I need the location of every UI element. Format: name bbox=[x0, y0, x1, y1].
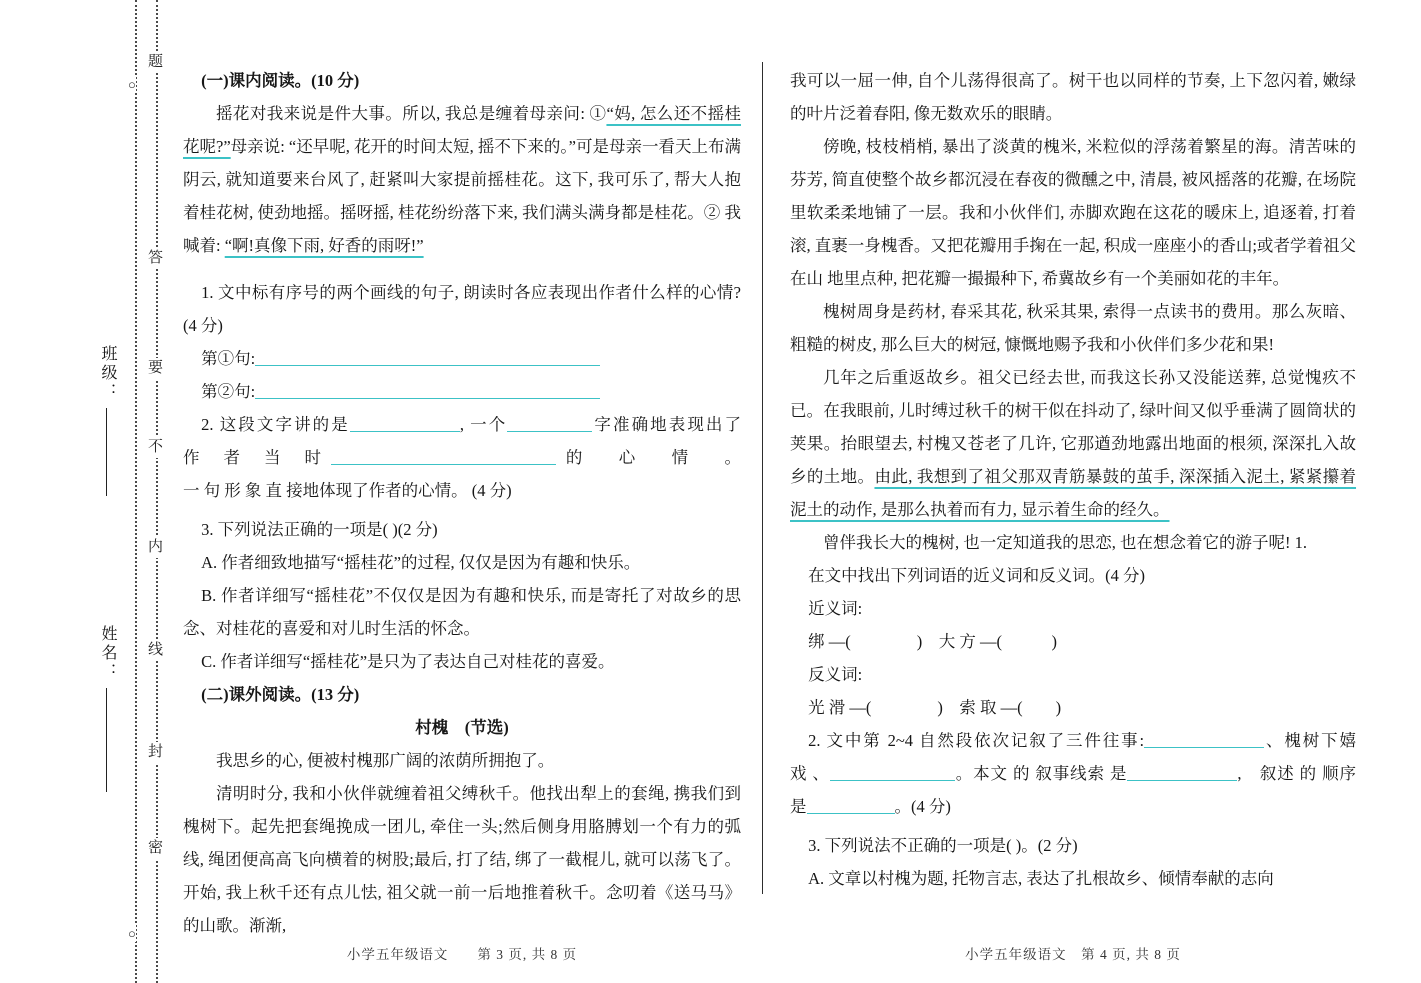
question-3: 3. 下列说法正确的一项是( )(2 分) bbox=[201, 520, 438, 539]
answer-blank bbox=[507, 416, 592, 432]
option-a: A. 文章以村槐为题, 托物言志, 表达了扎根故乡、倾情奉献的志向 bbox=[808, 869, 1274, 888]
class-label: 班级： bbox=[99, 345, 116, 402]
question-text: 、槐树下嬉 bbox=[1264, 731, 1357, 750]
essay-paragraph: 我思乡的心, 便被村槐那广阔的浓荫所拥抱了。 bbox=[216, 751, 555, 770]
class-blank-line bbox=[106, 408, 108, 496]
essay-paragraph: 清明时分, 我和小伙伴就缠着祖父缚秋千。他找出犁上的套绳, 携我们到槐树下。起先把套绳挽成一团儿, 牵住一头;然后侧身用胳膊划一个有力的弧线, 绳团便高高飞向横着的树股;最后, 打了结, 绑了一截棍儿, 就可以荡飞了。开始, 我上秋千还有点儿怯, 祖父就一前一后地推着秋千。念叨着《送马马》的山歌。渐渐, bbox=[183, 784, 741, 935]
page-footer-left: 小学五年级语文 第 3 页, 共 8 页 bbox=[346, 947, 578, 962]
answer-blank bbox=[350, 416, 460, 432]
underlined-sentence-2: “啊!真像下雨, 好香的雨呀!” bbox=[224, 236, 424, 255]
section-heading: (一)课内阅读。(10 分) bbox=[201, 71, 360, 90]
antonym-items: 光 滑 —( ) 索 取 —( ) bbox=[808, 698, 1062, 717]
answer-blank bbox=[255, 383, 600, 399]
seal-char: 答 bbox=[148, 248, 163, 269]
question-text: 2. 这段文字讲的是 bbox=[201, 415, 350, 434]
answer-label: 第①句: bbox=[201, 349, 256, 368]
question-text: , 叙述 的 顺序 bbox=[1237, 764, 1357, 783]
answer-blank bbox=[1144, 732, 1264, 748]
question-2-line-3 bbox=[790, 790, 1356, 823]
option-c: C. 作者详细写“摇桂花”是只为了表达自己对桂花的喜爱。 bbox=[201, 652, 615, 671]
underlined-sentence: 由此, 我想到了祖父那双青筋暴鼓的茧手, 深深插入泥土, 紧紧攥着泥土的动作, 是那么执着而有力, 显示着生命的经久。 bbox=[790, 467, 1357, 519]
question-text: , 一个 bbox=[459, 415, 508, 434]
section-heading: (二)课外阅读。(13 分) bbox=[201, 685, 360, 704]
question-text: 是 bbox=[790, 797, 807, 816]
question-2-line-2 bbox=[183, 441, 741, 474]
question-text: 戏 、 bbox=[790, 764, 830, 783]
question-text: 作 者 当 时 bbox=[183, 448, 331, 467]
question-text: 一 句 形 象 直 接地体现了作者的心情。 (4 分) bbox=[183, 481, 512, 500]
answer-line-1 bbox=[183, 342, 741, 375]
name-blank-line bbox=[106, 688, 108, 792]
passage-paragraph bbox=[183, 97, 741, 262]
seal-char: 封 bbox=[148, 742, 163, 763]
seal-char: 题 bbox=[148, 52, 163, 73]
passage-text: 摇花对我来说是件大事。所以, 我总是缠着母亲问: ① bbox=[216, 104, 607, 123]
seal-dotted-line-outer bbox=[135, 0, 137, 983]
passage-text: 母亲说: “还早呢, 花开的时间太短, 摇不下来的。”可是母亲一看天上布满阴云, 就知道要来台风了, 赶紧叫大家提前摇桂花。这下, 我可乐了, 帮大人抱着桂花树, 使劲地摇。摇呀摇, 桂花纷纷落下来, 我们满头满身都是桂花。② 我喊着: bbox=[183, 137, 741, 255]
essay-paragraph: 曾伴我长大的槐树, 也一定知道我的思恋, 也在想念着它的游子呢! 1. bbox=[823, 533, 1307, 552]
page-3 bbox=[183, 64, 741, 942]
question-text: 2. 文中第 2~4 自然段依次记叙了三件往事: bbox=[808, 731, 1145, 750]
question-text: 的 心 情 。 bbox=[555, 448, 741, 467]
page-4 bbox=[790, 64, 1356, 895]
class-field bbox=[96, 345, 119, 496]
answer-blank bbox=[1127, 765, 1237, 781]
seal-char: 线 bbox=[148, 640, 163, 661]
option-b: B. 作者详细写“摇桂花”不仅仅是因为有趣和快乐, 而是寄托了对故乡的思念、对桂花的喜爱和对儿时生活的怀念。 bbox=[183, 586, 741, 638]
question-2-line-1 bbox=[183, 408, 741, 441]
seal-char: 不 bbox=[148, 437, 163, 458]
essay-paragraph bbox=[790, 361, 1356, 526]
seal-circle-bottom: ○ bbox=[128, 926, 136, 941]
question-1: 在文中找出下列词语的近义词和反义词。(4 分) bbox=[808, 566, 1146, 585]
question-3: 3. 下列说法不正确的一项是( )。(2 分) bbox=[808, 836, 1078, 855]
underlined-sentence-1: “妈, 怎么还不摇桂花呢?” bbox=[183, 104, 741, 156]
answer-line-2 bbox=[183, 375, 741, 408]
option-a: A. 作者细致地描写“摇桂花”的过程, 仅仅是因为有趣和快乐。 bbox=[201, 553, 641, 572]
seal-char: 密 bbox=[148, 838, 163, 859]
question-text: 字准确地表现出了 bbox=[592, 415, 742, 434]
essay-paragraph: 槐树周身是药材, 春采其花, 秋采其果, 索得一点读书的费用。那么灰暗、粗糙的树皮, 那么巨大的树冠, 慷慨地赐予我和小伙伴们多少花和果! bbox=[790, 302, 1356, 354]
name-field bbox=[96, 625, 119, 792]
seal-circle-top: ○ bbox=[128, 77, 136, 92]
synonym-items: 绑 —( ) 大 方 —( ) bbox=[808, 632, 1057, 651]
essay-paragraph: 我可以一屈一伸, 自个儿荡得很高了。树干也以同样的节奏, 上下忽闪着, 嫩绿的叶片泛着春阳, 像无数欢乐的眼睛。 bbox=[790, 71, 1356, 123]
name-label: 姓名： bbox=[99, 625, 116, 682]
essay-title: 村槐 (节选) bbox=[415, 718, 509, 737]
synonym-label: 近义词: bbox=[808, 599, 863, 618]
passage-text: 几年之后重返故乡。祖父已经去世, 而我这长孙又没能送葬, 总觉愧疚不已。在我眼前, 儿时缚过秋千的树干似在抖动了, 绿叶间又似乎垂满了圆筒状的荚果。抬眼望去, 村槐又苍老了几许, 它那遒劲地露出地面的根须, 深深扎入故乡的土地。 bbox=[790, 368, 1356, 486]
question-text: 。(4 分) bbox=[894, 797, 951, 816]
question-text: 。本文 的 叙事线索 是 bbox=[954, 764, 1128, 783]
essay-paragraph: 傍晚, 枝枝梢梢, 暴出了淡黄的槐米, 米粒似的浮荡着繁星的海。清苦味的芬芳, 简直使整个故乡都沉浸在春夜的微醺之中, 清晨, 被风摇落的花瓣, 在场院里软柔柔地铺了一层。我和小伙伴们, 赤脚欢跑在这花的暖床上, 追逐着, 打着滚, 直裹一身槐香。又把花瓣用手掬在一起, 积成一座座小的香山;或者学着祖父在山 地里点种, 把花瓣一撮撮种下, 希冀故乡有一个美丽如花的丰年。 bbox=[790, 137, 1356, 288]
antonym-label: 反义词: bbox=[808, 665, 863, 684]
question-1: 1. 文中标有序号的两个画线的句子, 朗读时各应表现出作者什么样的心情?(4 分) bbox=[183, 283, 741, 335]
seal-char: 要 bbox=[148, 358, 163, 379]
answer-blank bbox=[830, 765, 955, 781]
seal-dotted-line-inner bbox=[156, 0, 158, 983]
answer-blank bbox=[255, 350, 600, 366]
question-2-line-1 bbox=[790, 724, 1356, 757]
page-divider bbox=[762, 62, 763, 894]
answer-blank bbox=[807, 798, 895, 814]
answer-label: 第②句: bbox=[201, 382, 256, 401]
question-2-line-3 bbox=[183, 474, 741, 507]
question-2-line-2 bbox=[790, 757, 1356, 790]
page-footer-right: 小学五年级语文 第 4 页, 共 8 页 bbox=[965, 947, 1181, 962]
seal-char: 内 bbox=[148, 537, 163, 558]
answer-blank bbox=[331, 449, 556, 465]
